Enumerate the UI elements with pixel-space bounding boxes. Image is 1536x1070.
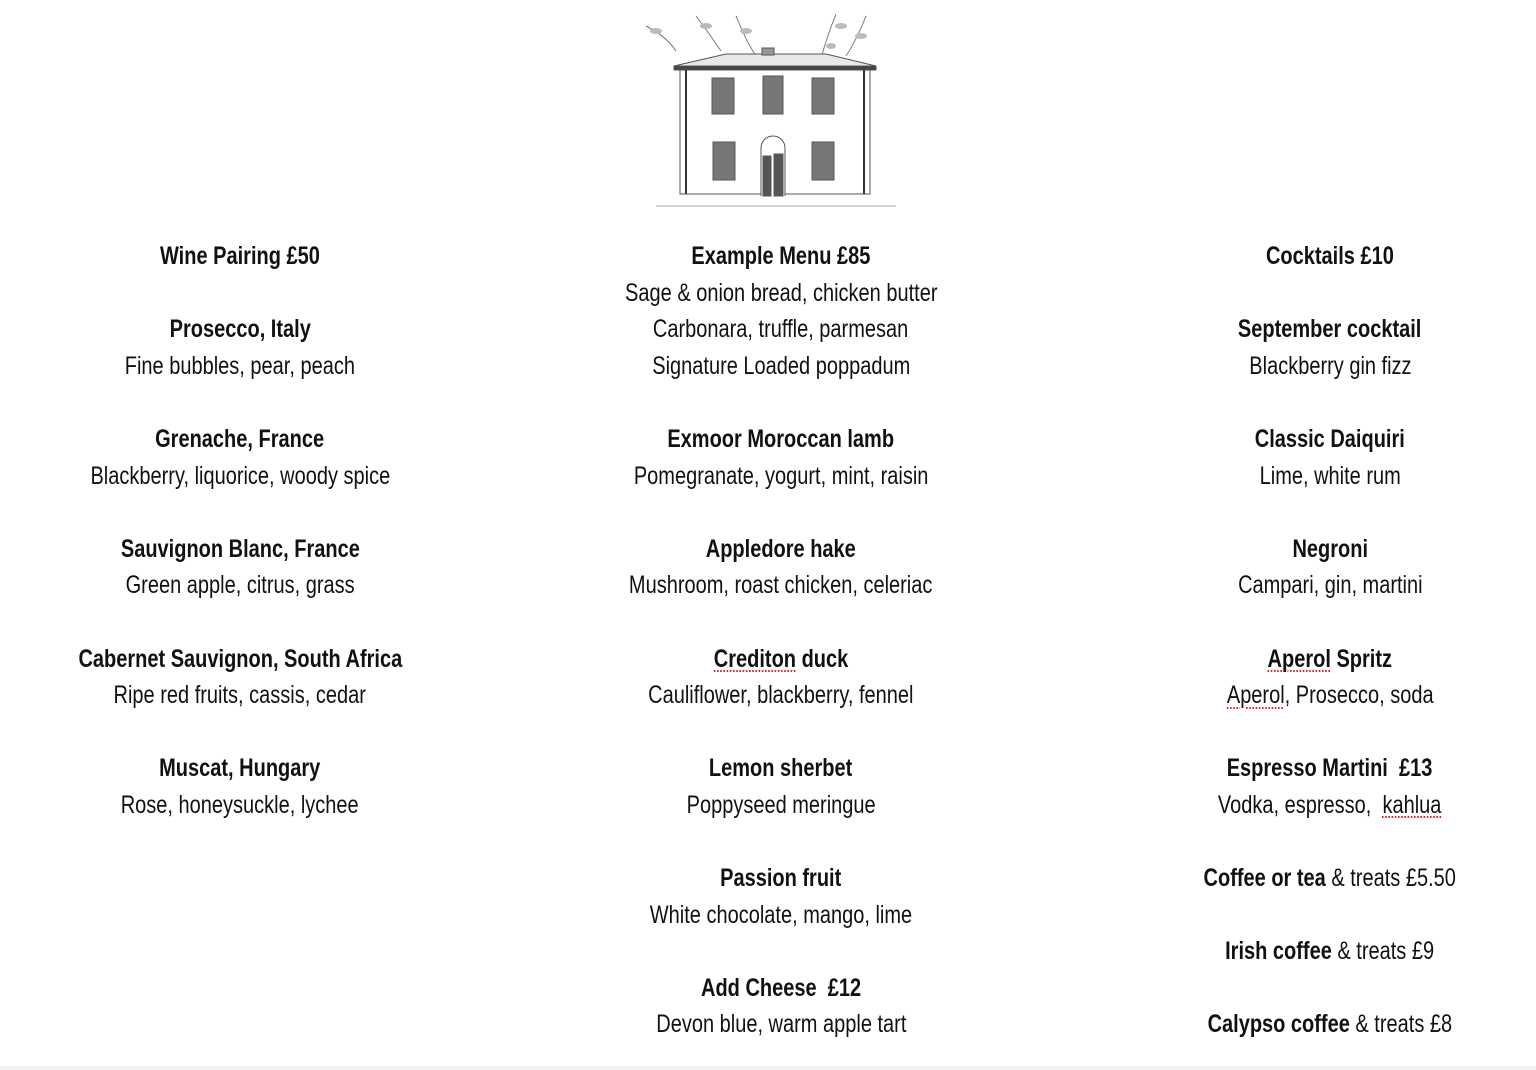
item-description: Devon blue, warm apple tart [655,1010,907,1039]
page-bottom-border [0,1066,1536,1070]
spacer [1050,970,1536,1007]
wine-pairing-column [0,238,520,824]
item-description: Poppyseed meringue [686,790,876,819]
spacer [0,275,520,312]
item-description-line [1050,567,1536,604]
item-name-line [501,860,1061,897]
item-description-line [0,458,520,495]
extra-item [1204,860,1456,897]
menu-heading-line [501,238,1061,275]
item-name: Cabernet Sauvignon, South Africa [78,644,402,673]
item-name-line [1050,421,1536,458]
item-name: Classic Daiquiri [1254,424,1406,453]
spacer [501,933,1061,970]
item-description: Rose, honeysuckle, lychee [121,790,359,819]
item-name: Passion fruit [720,864,842,893]
item-description-line [0,348,520,385]
spellcheck-underline: Crediton [713,644,796,673]
item-description-line [0,787,520,824]
extra-item-line [1050,860,1536,897]
intro-course: Signature Loaded poppadum [652,351,910,380]
item-name: Sauvignon Blanc, France [120,534,360,563]
cocktails-heading: Cocktails £10 [1266,242,1394,270]
item-name-line [501,421,1061,458]
item-name: Grenache, France [155,424,325,453]
menu-heading: Example Menu £85 [691,242,871,270]
item-description: Lime, white rum [1259,461,1401,490]
item-name-line [501,531,1061,568]
item-name-line [1050,531,1536,568]
item-name: Lemon sherbet [709,754,853,783]
extra-item [1225,933,1434,970]
spacer [1050,897,1536,934]
spacer [1050,384,1536,421]
item-description-line [501,1006,1061,1043]
item-description-line [0,677,520,714]
item-name-line [0,641,520,678]
intro-course: Sage & onion bread, chicken butter [624,278,938,307]
wine-pairing-heading: Wine Pairing £50 [160,242,320,270]
item-name-line [0,421,520,458]
extra-name: Calypso coffee [1207,1010,1350,1039]
item-description: Ripe red fruits, cassis, cedar [113,681,367,710]
item-description-line [501,677,1061,714]
extra-price: & treats £8 [1349,1010,1453,1039]
item-name-line [501,641,1061,678]
item-description: Blackberry gin fizz [1248,351,1412,380]
item-name: Muscat, Hungary [159,754,321,783]
intro-course-line [501,311,1061,348]
item-description: Campari, gin, martini [1237,571,1423,600]
intro-course: Carbonara, truffle, parmesan [653,315,909,344]
item-name: Aperol Spritz [1267,644,1393,673]
spacer [0,604,520,641]
item-description: White chocolate, mango, lime [649,900,913,929]
spacer [501,384,1061,421]
spacer [0,714,520,751]
cocktails-column [1050,238,1536,1043]
spacer [1050,494,1536,531]
item-description-line [501,787,1061,824]
spacer [501,714,1061,751]
item-name-line [501,750,1061,787]
item-description: Cauliflower, blackberry, fennel [648,681,914,710]
item-description: Green apple, citrus, grass [125,571,355,600]
item-description: Blackberry, liquorice, woody spice [90,461,390,490]
house-illustration [636,6,916,216]
item-name-line [501,970,1061,1007]
item-name: Negroni [1292,534,1368,563]
intro-course-line [501,348,1061,385]
example-menu-column [501,238,1061,1043]
spacer [1050,604,1536,641]
extra-price: & treats £5.50 [1326,864,1457,893]
extra-name: Coffee or tea [1203,864,1327,893]
spacer [1050,714,1536,751]
wine-pairing-heading-line [0,238,520,275]
item-name: Crediton duck [713,644,849,673]
item-name-line [1050,750,1536,787]
item-description: Vodka, espresso, kahlua [1218,790,1442,819]
extra-name: Irish coffee [1225,937,1333,966]
intro-course-line [501,275,1061,312]
item-description-line [501,567,1061,604]
cocktails-heading-line [1050,238,1536,275]
extra-item-line [1050,1006,1536,1043]
spacer [0,384,520,421]
item-name: Add Cheese £12 [700,973,862,1002]
item-name-line [0,531,520,568]
spacer [0,494,520,531]
spellcheck-underline: Aperol [1226,681,1285,710]
item-description-line [1050,677,1536,714]
item-description-line [501,897,1061,934]
spacer [1050,275,1536,312]
item-description: Pomegranate, yogurt, mint, raisin [633,461,929,490]
item-name: Appledore hake [705,534,857,563]
item-name: September cocktail [1238,315,1422,344]
item-name-line [0,750,520,787]
item-description-line [1050,458,1536,495]
extra-item-line [1050,933,1536,970]
item-name: Exmoor Moroccan lamb [667,424,895,453]
item-description-line [1050,787,1536,824]
item-name: Espresso Martini £13 [1227,754,1433,783]
item-description-line [1050,348,1536,385]
item-description: Fine bubbles, pear, peach [124,351,356,380]
item-name: Prosecco, Italy [169,315,311,344]
item-name-line [1050,641,1536,678]
spellcheck-underline: kahlua [1382,790,1442,819]
spacer [501,494,1061,531]
extra-item [1208,1006,1453,1043]
item-description-line [0,567,520,604]
spacer [501,604,1061,641]
spacer [1050,824,1536,861]
item-description-line [501,458,1061,495]
item-description: Mushroom, roast chicken, celeriac [629,571,933,600]
spacer [501,824,1061,861]
item-description: Aperol, Prosecco, soda [1226,681,1434,710]
item-name-line [1050,311,1536,348]
item-name-line [0,311,520,348]
spellcheck-underline: Aperol [1267,644,1332,673]
extra-price: & treats £9 [1332,937,1435,966]
